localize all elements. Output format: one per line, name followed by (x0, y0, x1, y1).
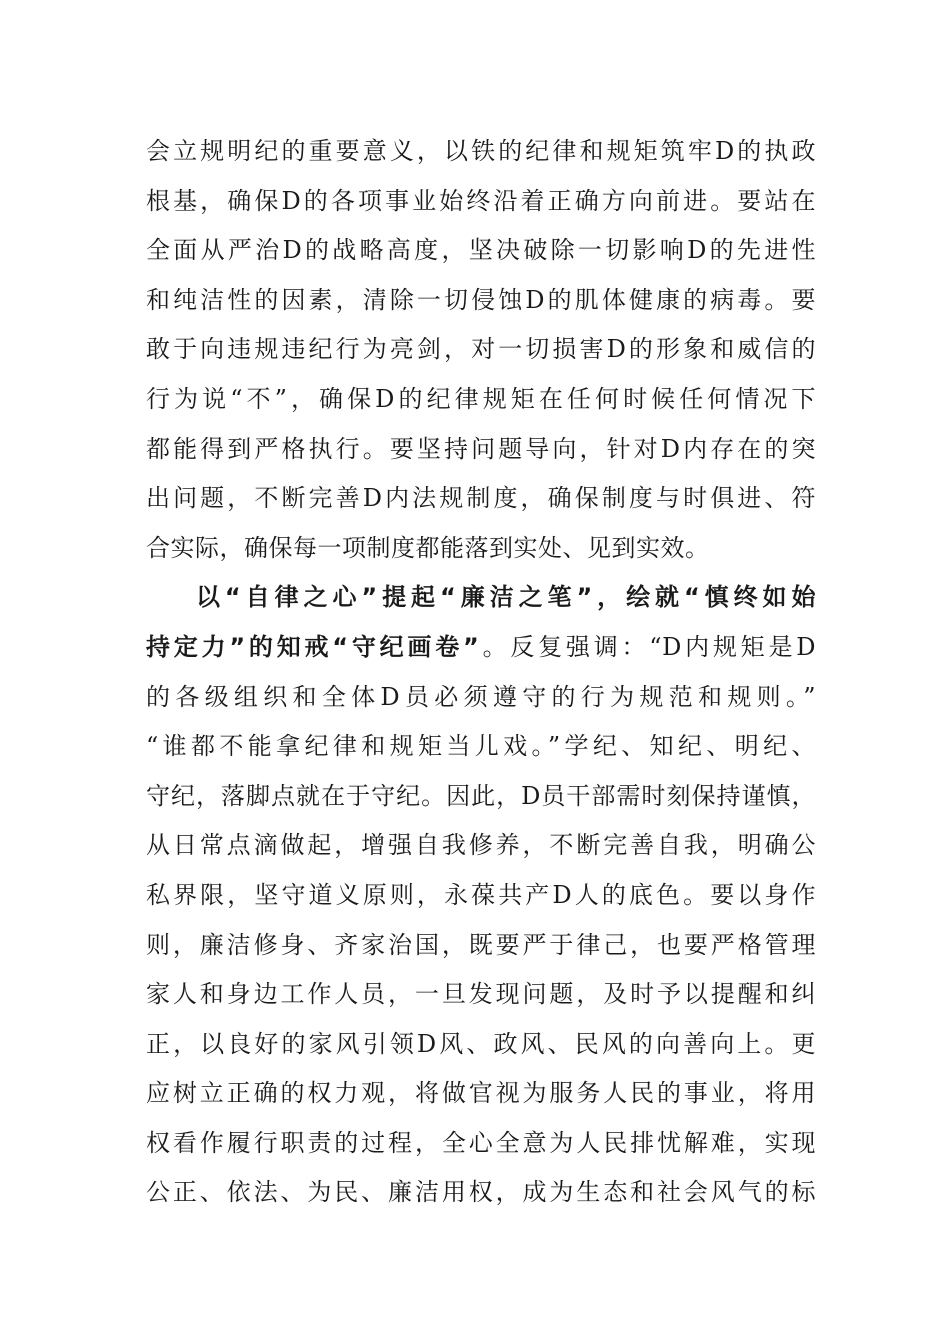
paragraph-line: 行为说“不”，确保D的纪律规矩在任何时候任何情况下 (146, 384, 816, 413)
paragraph-line: 私界限，坚守道义原则，永葆共产D人的底色。要以身作 (146, 880, 816, 909)
paragraph-line: 家人和身边工作人员，一旦发现问题，及时予以提醒和纠 (146, 980, 816, 1009)
paragraph-line: 的各级组织和全体D员必须遵守的行为规范和规则。” (146, 682, 816, 711)
paragraph-text: 。反复强调：“D内规矩是D (479, 632, 816, 661)
paragraph-line: “谁都不能拿纪律和规矩当儿戏。”学纪、知纪、明纪、 (146, 732, 816, 761)
paragraph-line: 全面从严治D的战略高度，坚决破除一切影响D的先进性 (146, 236, 816, 265)
paragraph-line: 正，以良好的家风引领D风、政风、民风的向善向上。更 (146, 1029, 816, 1058)
paragraph-line: 公正、依法、为民、廉洁用权，成为生态和社会风气的标 (146, 1178, 816, 1207)
document-body (146, 127, 816, 1218)
paragraph-line: 出问题，不断完善D内法规制度，确保制度与时俱进、符 (146, 484, 816, 513)
paragraph-2 (146, 573, 816, 1218)
paragraph-line: 则，廉洁修身、齐家治国，既要严于律己，也要严格管理 (146, 930, 816, 959)
section-heading: 以“自律之心”提起“廉洁之笔”，绘就“慎终如始 (196, 583, 816, 612)
paragraph-line: 应树立正确的权力观，将做官视为服务人民的事业，将用 (146, 1079, 816, 1108)
paragraph-line (146, 623, 816, 673)
paragraph-line: 和纯洁性的因素，清除一切侵蚀D的肌体健康的病毒。要 (146, 285, 816, 314)
paragraph-line: 都能得到严格执行。要坚持问题导向，针对D内存在的突 (146, 434, 816, 463)
paragraph-line: 根基，确保D的各项事业始终沿着正确方向前进。要站在 (146, 186, 816, 215)
section-heading-continued: 持定力”的知戒“守纪画卷” (146, 632, 480, 661)
paragraph-line: 敢于向违规违纪行为亮剑，对一切损害D的形象和威信的 (146, 335, 816, 364)
paragraph-line: 合实际，确保每一项制度都能落到实处、见到实效。 (146, 533, 710, 562)
section-heading-line (146, 573, 816, 623)
paragraph-line: 从日常点滴做起，增强自我修养，不断完善自我，明确公 (146, 831, 816, 860)
paragraph-line: 会立规明纪的重要意义，以铁的纪律和规矩筑牢D的执政 (146, 137, 816, 165)
paragraph-line: 权看作履行职责的过程，全心全意为人民排忧解难，实现 (146, 1128, 816, 1157)
paragraph-line: 守纪，落脚点就在于守纪。因此，D员干部需时刻保持谨慎， (146, 781, 816, 810)
paragraph-1 (146, 127, 816, 573)
